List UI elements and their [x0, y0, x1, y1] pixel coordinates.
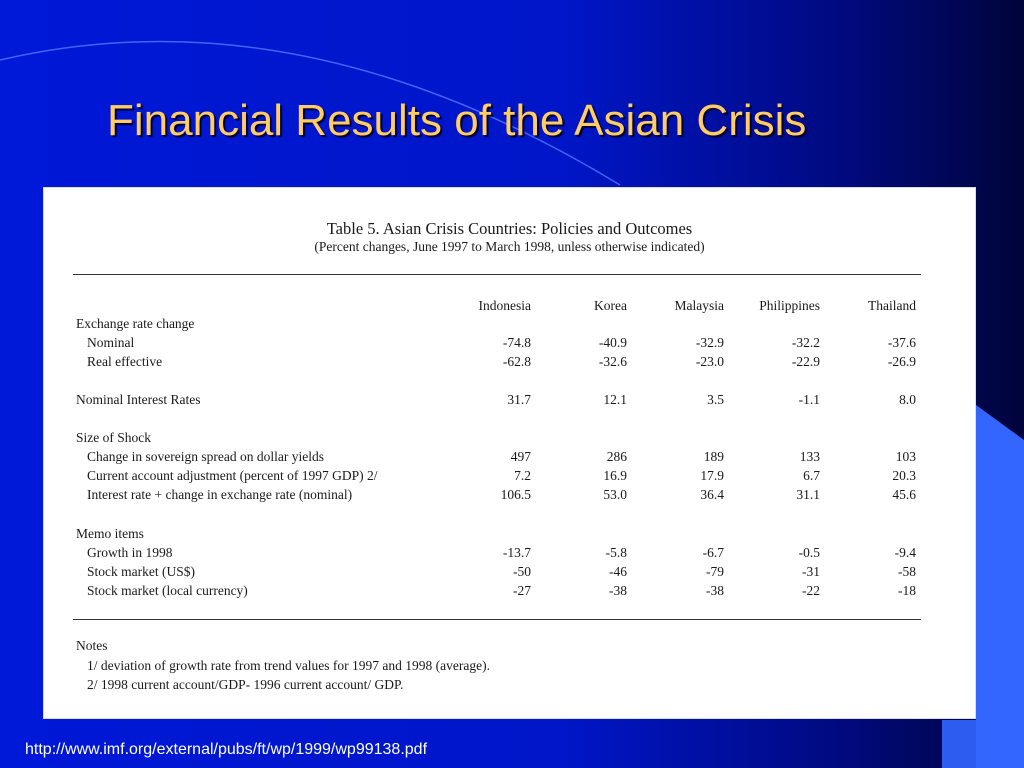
- section-label: Nominal Interest Rates: [76, 392, 201, 407]
- table-cell: -58: [898, 564, 916, 579]
- source-link[interactable]: http://www.imf.org/external/pubs/ft/wp/1999/wp99138.pdf: [25, 741, 428, 758]
- table-cell: -50: [513, 564, 531, 579]
- table-cell: 53.0: [603, 487, 627, 502]
- row-label: Stock market (US$): [87, 564, 195, 579]
- table-title: Table 5. Asian Crisis Countries: Policies and Outcomes: [326, 219, 693, 238]
- table-cell: -5.8: [605, 545, 627, 560]
- table-cell: -37.6: [887, 335, 916, 350]
- table-cell: -74.8: [502, 335, 531, 350]
- column-header: Philippines: [759, 298, 820, 313]
- table-cell: -0.5: [798, 545, 820, 560]
- table-cell: -22.9: [791, 354, 820, 369]
- table-cell: -6.7: [702, 545, 724, 560]
- table-cell: 8.0: [899, 392, 916, 407]
- table-image-panel: [43, 187, 976, 719]
- table-cell: 3.5: [707, 392, 724, 407]
- table-top-rule: [73, 274, 921, 275]
- table-cell: 189: [703, 449, 724, 464]
- table-cell: -32.6: [598, 354, 627, 369]
- table-cell: 106.5: [500, 487, 531, 502]
- row-label: Nominal: [87, 335, 135, 350]
- row-label: Growth in 1998: [87, 545, 173, 560]
- table-bottom-rule: [73, 619, 921, 620]
- row-label: Current account adjustment (percent of 1997 GDP) 2/: [87, 468, 378, 483]
- notes-heading: Notes: [76, 638, 108, 653]
- table-cell: -18: [898, 583, 916, 598]
- column-header: Indonesia: [478, 298, 531, 313]
- row-label: Change in sovereign spread on dollar yields: [87, 449, 324, 464]
- row-label: Real effective: [87, 354, 163, 369]
- table-cell: 6.7: [803, 468, 820, 483]
- note-1: 1/ deviation of growth rate from trend values for 1997 and 1998 (average).: [87, 658, 490, 673]
- note-2: 2/ 1998 current account/GDP- 1996 current account/ GDP.: [87, 677, 404, 692]
- section-label: Memo items: [76, 526, 144, 541]
- table-cell: 36.4: [700, 487, 724, 502]
- section-label: Size of Shock: [76, 430, 151, 445]
- table-cell: -31: [802, 564, 820, 579]
- table-cell: -38: [609, 583, 627, 598]
- table-cell: -13.7: [502, 545, 531, 560]
- column-header: Malaysia: [674, 298, 724, 313]
- table-cell: 133: [799, 449, 820, 464]
- table-cell: 12.1: [603, 392, 627, 407]
- table-cell: -38: [706, 583, 724, 598]
- table-cell: 31.7: [507, 392, 531, 407]
- table-cell: -27: [513, 583, 531, 598]
- table-cell: 16.9: [603, 468, 627, 483]
- table-cell: -23.0: [695, 354, 724, 369]
- table-cell: -46: [609, 564, 627, 579]
- table-cell: -40.9: [598, 335, 627, 350]
- table-cell: -32.9: [695, 335, 724, 350]
- table-cell: 497: [510, 449, 531, 464]
- column-header: Korea: [594, 298, 627, 313]
- table-cell: -1.1: [798, 392, 820, 407]
- table-cell: 45.6: [892, 487, 916, 502]
- table-cell: -9.4: [894, 545, 916, 560]
- row-label: Stock market (local currency): [87, 583, 248, 598]
- table-cell: -32.2: [791, 335, 820, 350]
- table-cell: 7.2: [514, 468, 531, 483]
- table-cell: 286: [606, 449, 627, 464]
- table-cell: 17.9: [700, 468, 724, 483]
- row-label: Interest rate + change in exchange rate (nominal): [87, 487, 353, 502]
- section-label: Exchange rate change: [76, 316, 195, 331]
- table-subtitle: (Percent changes, June 1997 to March 1998, unless otherwise indicated): [314, 239, 705, 254]
- table-cell: -26.9: [887, 354, 916, 369]
- table-cell: 20.3: [892, 468, 916, 483]
- table-cell: -62.8: [502, 354, 531, 369]
- table-cell: -79: [706, 564, 724, 579]
- table-cell: -22: [802, 583, 820, 598]
- table-cell: 31.1: [796, 487, 820, 502]
- column-header: Thailand: [868, 298, 916, 313]
- slide-title: Financial Results of the Asian Crisis: [107, 96, 807, 145]
- table-cell: 103: [895, 449, 916, 464]
